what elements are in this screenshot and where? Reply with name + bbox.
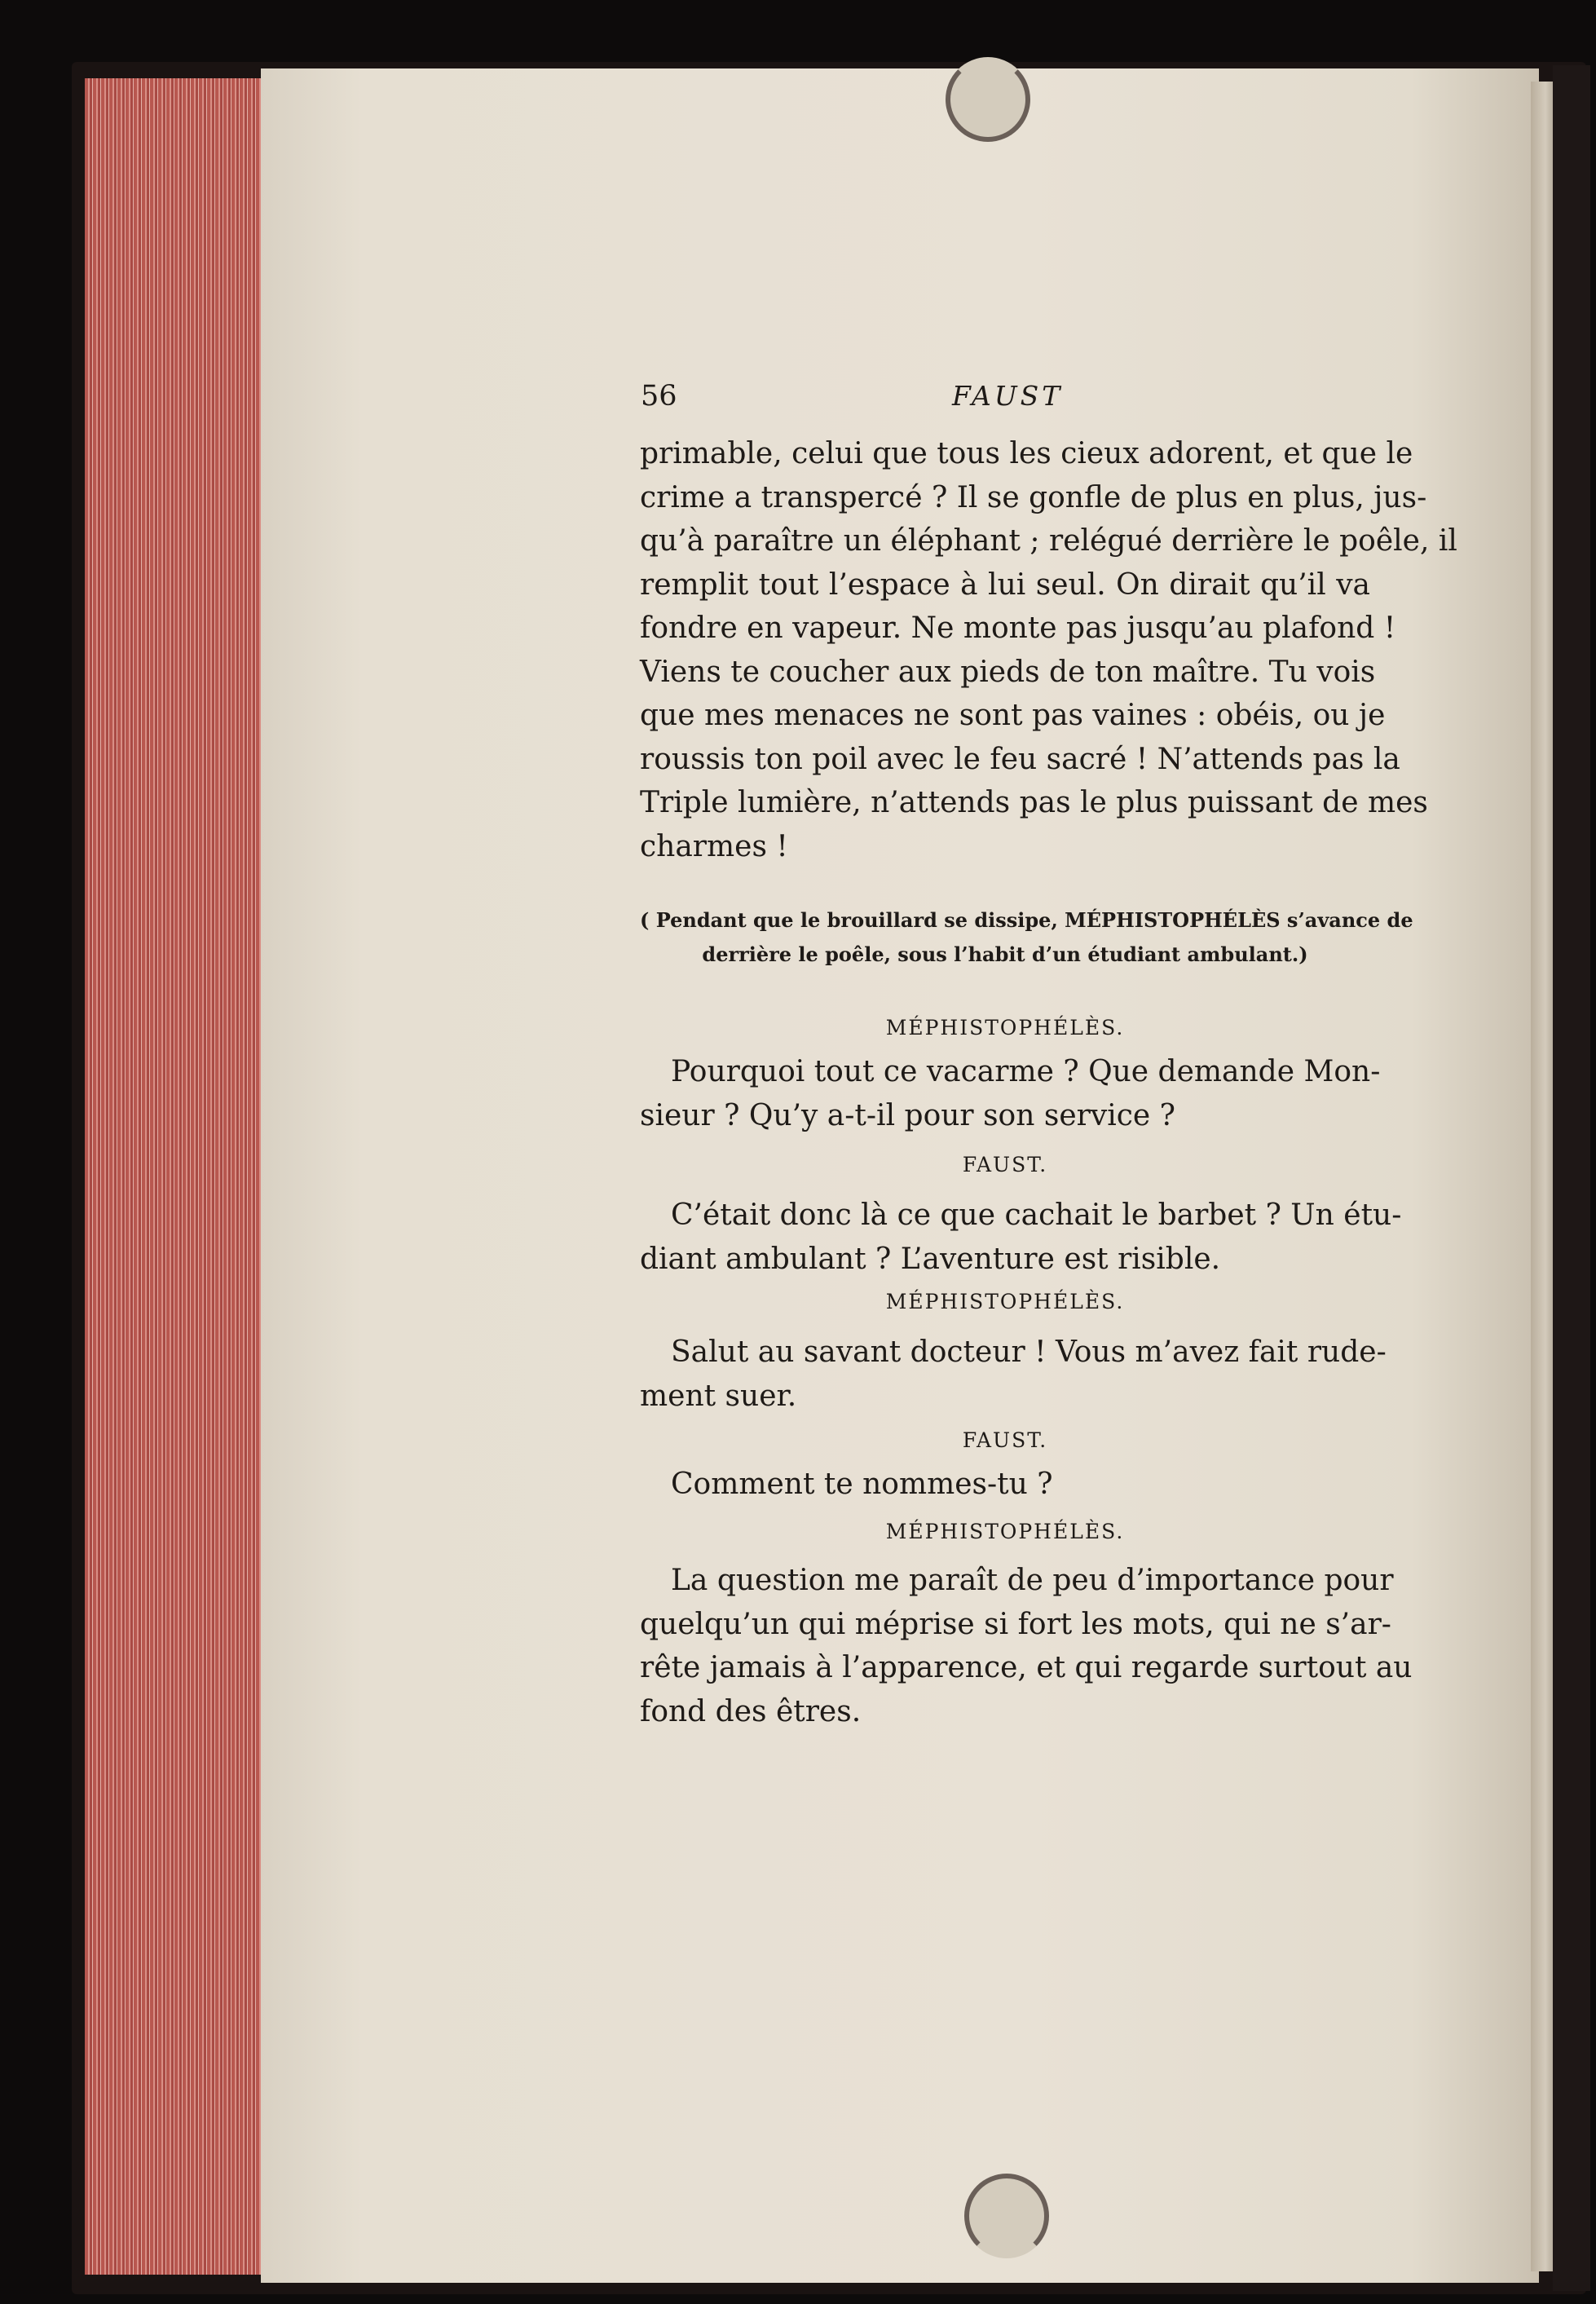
text-line: que mes menaces ne sont pas vaines : obéis, ou je <box>640 699 1386 732</box>
text-line: quelqu’un qui méprise si fort les mots, qui ne s’ar- <box>640 1607 1391 1641</box>
paragraph-6 <box>640 1559 1413 1733</box>
text-line: sieur ? Qu’y a-t-il pour son service ? <box>640 1098 1175 1132</box>
stage-direction <box>640 903 1413 972</box>
text-line: derrière le poêle, sous l’habit d’un étudiant ambulant.) <box>702 942 1308 966</box>
text-line: fondre en vapeur. Ne monte pas jusqu’au plafond ! <box>640 611 1396 645</box>
page-number: 56 <box>641 380 677 413</box>
paragraph-5 <box>640 1463 1370 1507</box>
text-line: Pourquoi tout ce vacarme ? Que demande Mon- <box>671 1055 1381 1088</box>
text-line: qu’à paraître un éléphant ; relégué derrière le poêle, il <box>640 524 1457 558</box>
bottom-clip-icon <box>964 2174 1049 2258</box>
text-line: crime a transpercé ? Il se gonfle de plus en plus, jus- <box>640 480 1427 514</box>
text-line: Salut au savant docteur ! Vous m’avez fait rude- <box>671 1335 1387 1369</box>
text-line: fond des êtres. <box>640 1694 862 1728</box>
red-page-edges <box>85 78 262 2275</box>
text-line: La question me paraît de peu d’importance pour <box>671 1564 1394 1597</box>
paragraph-2 <box>640 1050 1381 1137</box>
paragraph-1 <box>640 432 1457 868</box>
text-line: diant ambulant ? L’aventure est risible. <box>640 1242 1221 1276</box>
paragraph-4 <box>640 1331 1387 1418</box>
text-line: ment suer. <box>640 1379 797 1413</box>
running-title: FAUST <box>952 380 1064 412</box>
text-line: primable, celui que tous les cieux adorent, et que le <box>640 437 1413 470</box>
speaker-name: MÉPHISTOPHÉLÈS. <box>885 1016 1125 1039</box>
text-line: rête jamais à l’apparence, et qui regarde surtout au <box>640 1651 1413 1684</box>
book-binding <box>1553 65 1590 2291</box>
speaker-name: MÉPHISTOPHÉLÈS. <box>885 1290 1125 1313</box>
text-line: Triple lumière, n’attends pas le plus puissant de mes <box>640 786 1428 819</box>
speaker-name: FAUST. <box>962 1153 1048 1176</box>
text-line: remplit tout l’espace à lui seul. On dirait qu’il va <box>640 567 1370 602</box>
text-line: roussis ton poil avec le feu sacré ! N’attends pas la <box>640 742 1400 776</box>
speaker-name: MÉPHISTOPHÉLÈS. <box>885 1520 1125 1543</box>
text-line: charmes ! <box>640 829 788 863</box>
paragraph-3 <box>640 1194 1402 1281</box>
top-clip-icon <box>946 57 1030 142</box>
speaker-name: FAUST. <box>962 1428 1048 1452</box>
text-line: ( Pendant que le brouillard se dissipe, MÉPHISTOPHÉLÈS s’avance de <box>640 908 1413 932</box>
text-line: Viens te coucher aux pieds de ton maître. Tu vois <box>640 655 1376 689</box>
text-line: C’était donc là ce que cachait le barbet ? Un étu- <box>671 1198 1402 1232</box>
text-line: Comment te nommes-tu ? <box>671 1468 1053 1501</box>
